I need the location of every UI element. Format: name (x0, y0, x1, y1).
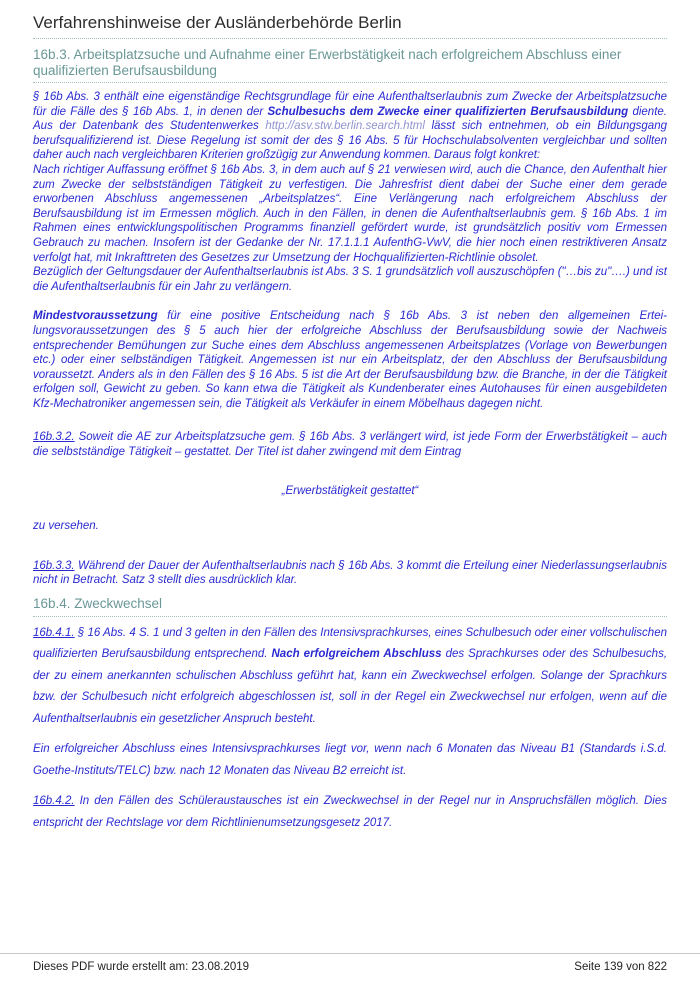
footer (33, 961, 667, 973)
paragraph (33, 430, 667, 459)
paragraph (33, 163, 667, 265)
body-text: Nach richtiger Auffassung eröffnet § 16b Abs. 3, in dem auch auf § 21 verwiesen wird, auch die Chance, den Aufenthalt hier zum Zwecke der selbstständigen Tätigkeit zu verfestigen. Die Jahresfrist dient dabei der Suche einer dem gerade erworbenen Abschluss angemessenen „Arbeitsplatzes“. Eine Verlängerung nach erfolgreichem Abschluss der Berufsausbildung ist im Ermessen möglich. Auch in den Fällen, in denen die Aufenthaltserlaubnis gem. § 16b Abs. 1 im Rahmen eines entwicklungspolitischen Programms finanziell gefördert wurde, ist grundsätzlich positiv vom Ermessen Gebrauch zu machen. Insofern ist der Gedanke der Nr. 17.1.1.1 AufenthG-VwV, die hier noch einen restriktiveren Ansatz verfolgt hat, mit Inkrafttreten des Gesetzes zur Umsetzung der Hochqualifizierten-Richtlinie obsolet. (33, 163, 667, 264)
body-text: Während der Dauer der Aufenthaltserlaubnis nach § 16b Abs. 3 kommt die Erteilung einer Niederlassungserlaubnis nicht in Betracht. Satz 3 stellt dies ausdrücklich klar. (33, 559, 667, 587)
body-text: diente. Aus der Datenbank des Studentenwerkes (33, 105, 667, 133)
section-number-ref: 16b.3.3. (33, 559, 75, 572)
paragraph (33, 739, 667, 782)
body-text: des Sprachkurses oder des Schulbesuchs, der zu einem anerkannten schulischen Abschluss geführt hat, kann ein Zweckwechsel erfolgen. Solange der Sprachkurs bzw. der Schulbesuch nicht erfolgreich abgeschlossen ist, soll in der Regel ein Zweckwechsel nur erfolgen, wenn auf die Aufenthaltserlaubnis ein gesetzlicher Anspruch besteht. (33, 648, 668, 725)
body-text: Soweit die AE zur Arbeitsplatzsuche gem. § 16b Abs. 3 verlängert wird, ist jede Form der Erwerbstätigkeit – auch die selbstständige Tätigkeit – gestattet. Der Titel ist daher zwingend mit dem Eintrag (33, 431, 667, 459)
paragraph (33, 90, 667, 163)
body-text: für eine positive Entscheidung nach § 16b Abs. 3 ist neben den allgemeinen Ertei-lungsvoraussetzungen des § 5 auch hier der erfolgreiche Abschluss der Berufsausbildung sowie der Nachweis entsprechender Bemühungen zur Suche eines dem Abschluss angemessenen Arbeitsplatzes (Vorlage von Bewerbungen etc.) oder einer selbständigen Tätigkeit. Angemessen ist nur ein Arbeitsplatz, der den Abschluss der Berufsausbildung voraussetzt. Anders als in den Fällen des § 16 Abs. 5 ist die Art der Berufsausbildung bzw. die Branche, in der die Tätigkeit erfolgen soll, Gewicht zu geben. So kann etwa die Tätigkeit als Kundenberater eines Autohauses für einen ausgebildeten Kfz-Mechatroniker angemessen sein, die Tätigkeit als Verkäufer in einem Möbelhaus dagegen nicht. (33, 310, 667, 410)
paragraph (33, 623, 667, 731)
inline-url-link[interactable]: http://asv.stw.berlin.search.html (265, 120, 425, 133)
body-text: zu versehen. (33, 520, 99, 533)
paragraph (33, 791, 667, 834)
body-text: Bezüglich der Geltungsdauer der Aufenthaltserlaubnis ist Abs. 3 S. 1 grundsätzlich voll auszuschöpfen ("…bis zu"….) und ist die Aufenthaltserlaubnis für ein Jahr zu verlängern. (33, 266, 667, 293)
section-heading-16b4: 16b.4. Zweckwechsel (33, 594, 667, 617)
body-text: lässt sich entnehmen, ob ein Bildungsgang berufsqualifizierend ist. Diese Regelung ist somit der des § 16 Abs. 5 für Hochschulabsolventen vergleichbar und sollten daher auch nach vergleichbaren Kriterien großzügig zur Anwendung kommen. Daraus folgt konkret: (33, 120, 667, 162)
body-text: Ein erfolgreicher Abschluss eines Intensivsprachkurses liegt vor, wenn nach 6 Monaten das Niveau B1 (Standards i.S.d. Goethe-Instituts/TELC) bzw. nach 12 Monaten das Niveau B2 erreicht ist. (33, 743, 667, 777)
paragraph (33, 265, 667, 294)
section-number-ref: 16b.4.1. (33, 626, 75, 639)
paragraph (33, 559, 667, 588)
footer-page-number: Seite 139 von 822 (574, 961, 667, 973)
centered-quote (33, 484, 667, 499)
footer-created-date: Dieses PDF wurde erstellt am: 23.08.2019 (33, 961, 250, 973)
page-title: Verfahrenshinweise der Ausländerbehörde Berlin (33, 13, 667, 39)
section-16b3 (33, 45, 667, 588)
section-number-ref: 16b.3.2. (33, 431, 75, 444)
paragraph (33, 309, 667, 411)
bold-text: Schulbesuchs dem Zwecke einer qualifizierten Berufsausbildung (267, 105, 629, 118)
footer-divider (0, 953, 700, 954)
section-heading-16b3: 16b.3. Arbeitsplatzsuche und Aufnahme einer Erwerbstätigkeit nach erfolgreichem Abschluss einer qualifizierten Berufsausbildung (33, 45, 667, 83)
bold-text: Nach erfolgreichem Abschluss (271, 648, 442, 661)
paragraph (33, 519, 667, 534)
body-text: „Erwerbstätigkeit gestattet“ (281, 484, 419, 497)
body-text: In den Fällen des Schüleraustausches ist ein Zweckwechsel in der Regel nur in Anspruchsfällen möglich. Dies entspricht der Rechtslage vor dem Richtlinienumsetzungsgesetz 2017. (33, 795, 667, 829)
body-text: § 16 Abs. 4 S. 1 und 3 gelten in den Fällen des Intensivsprachkurses, eines Schulbesuch oder einer vollschulischen qualifizierten Berufsausbildung entsprechend. (33, 626, 667, 661)
body-text: § 16b Abs. 3 enthält eine eigenständige Rechtsgrundlage für eine Aufenthaltserlaubnis zum Zwecke der Arbeitsplatzsuche für die Fälle des § 16b Abs. 1, in denen der (33, 91, 667, 118)
document-content (33, 45, 667, 834)
bold-text: Mindestvoraussetzung (33, 310, 158, 323)
section-16b4 (33, 594, 667, 834)
section-number-ref: 16b.4.2. (33, 795, 75, 808)
